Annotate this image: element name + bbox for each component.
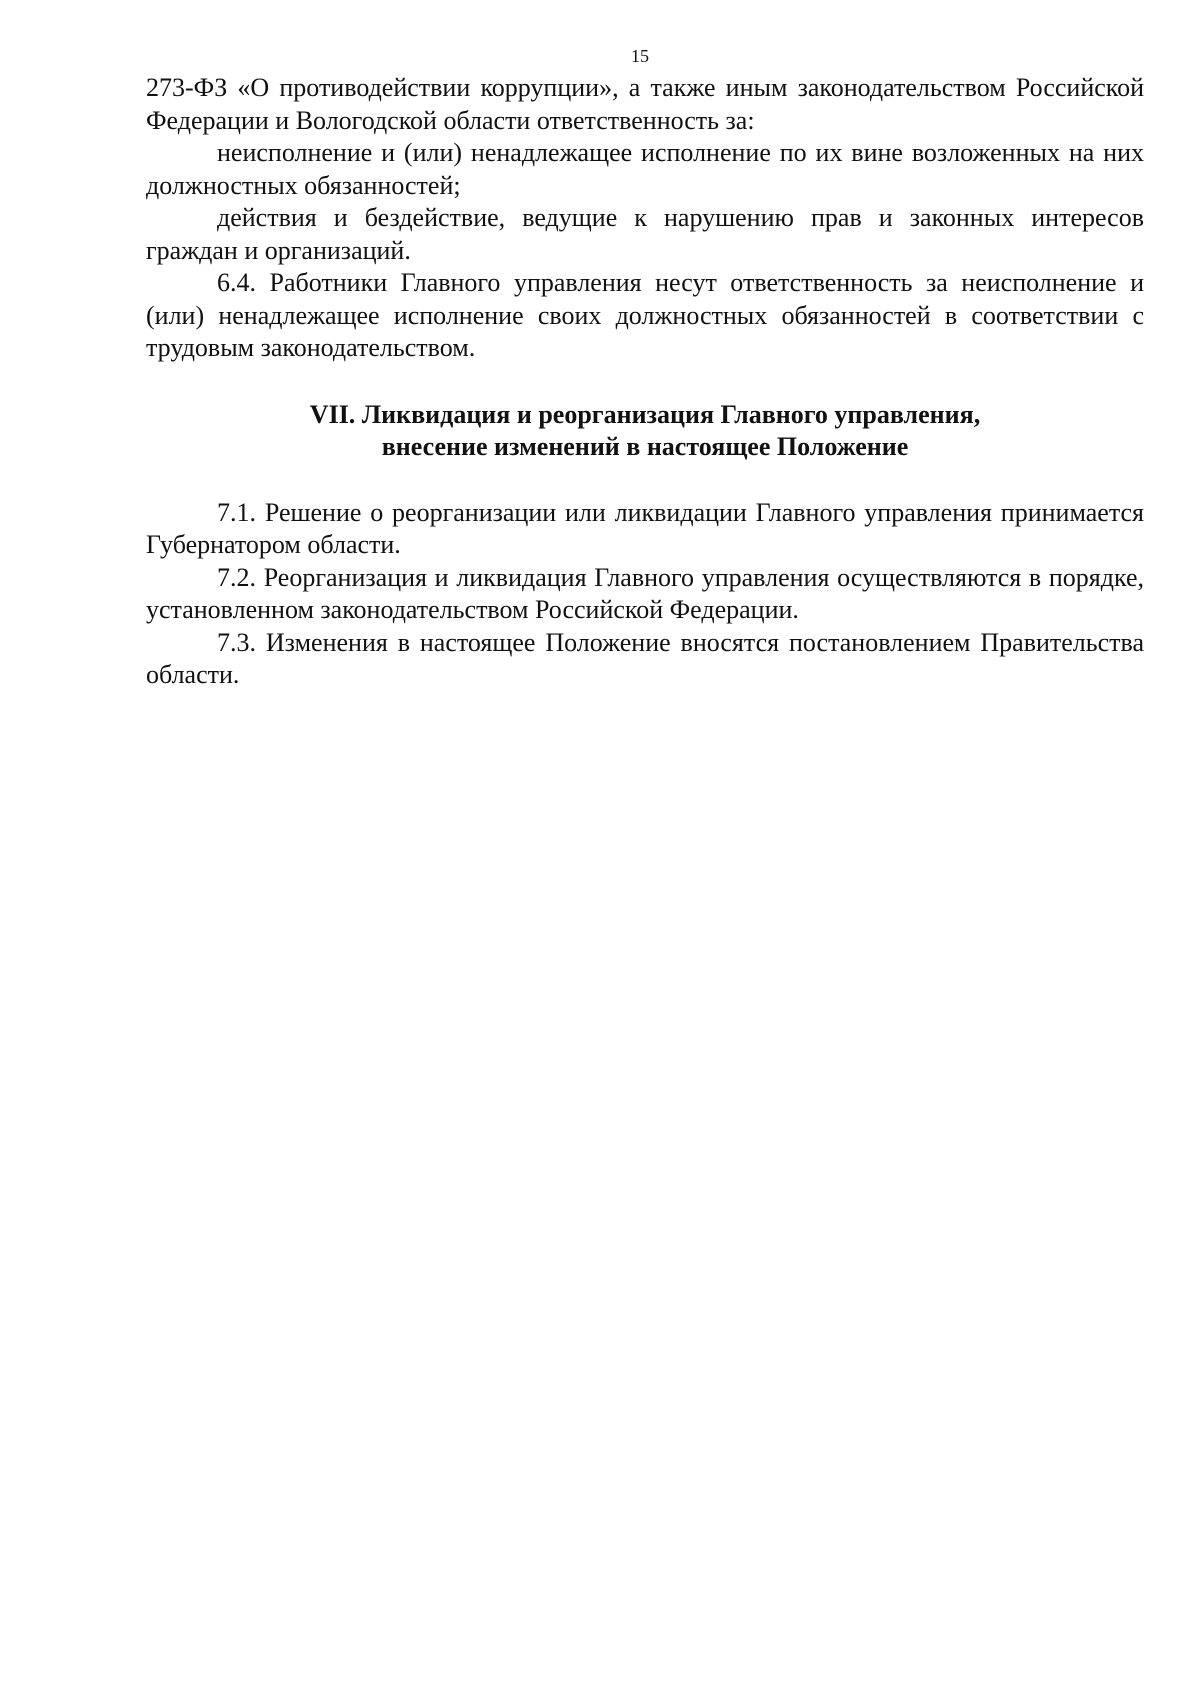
paragraph-7-2: 7.2. Реорганизация и ликвидация Главного управления осуществляются в порядке, установленном законодательством Российской Федерации. <box>146 562 1144 624</box>
paragraph-6-3-continuation: 273-ФЗ «О противодействии коррупции», а также иным законодательством Российской Федерации и Вологодской области ответственность за: <box>146 73 1144 135</box>
section-7-heading-line-2: внесение изменений в настоящее Положение <box>381 431 909 461</box>
paragraph-list-item-actions: действия и бездействие, ведущие к нарушению прав и законных интересов граждан и организаций. <box>146 203 1144 265</box>
paragraph-list-item-duties: неисполнение и (или) ненадлежащее исполнение по их вине возложенных на них должностных обязанностей; <box>146 138 1144 200</box>
paragraph-7-3: 7.3. Изменения в настоящее Положение вносятся постановлением Правительства области. <box>146 627 1144 689</box>
section-7-heading <box>146 399 1144 463</box>
paragraph-7-1: 7.1. Решение о реорганизации или ликвидации Главного управления принимается Губернатором области. <box>146 497 1144 559</box>
paragraph-6-4: 6.4. Работники Главного управления несут ответственность за неисполнение и (или) ненадлежащее исполнение своих должностных обязанностей в соответствии с трудовым законодательством. <box>146 268 1144 362</box>
section-7-heading-line-1: VII. Ликвидация и реорганизация Главного управления, <box>309 399 981 429</box>
document-body <box>146 72 1144 692</box>
page-number: 15 <box>631 46 649 66</box>
